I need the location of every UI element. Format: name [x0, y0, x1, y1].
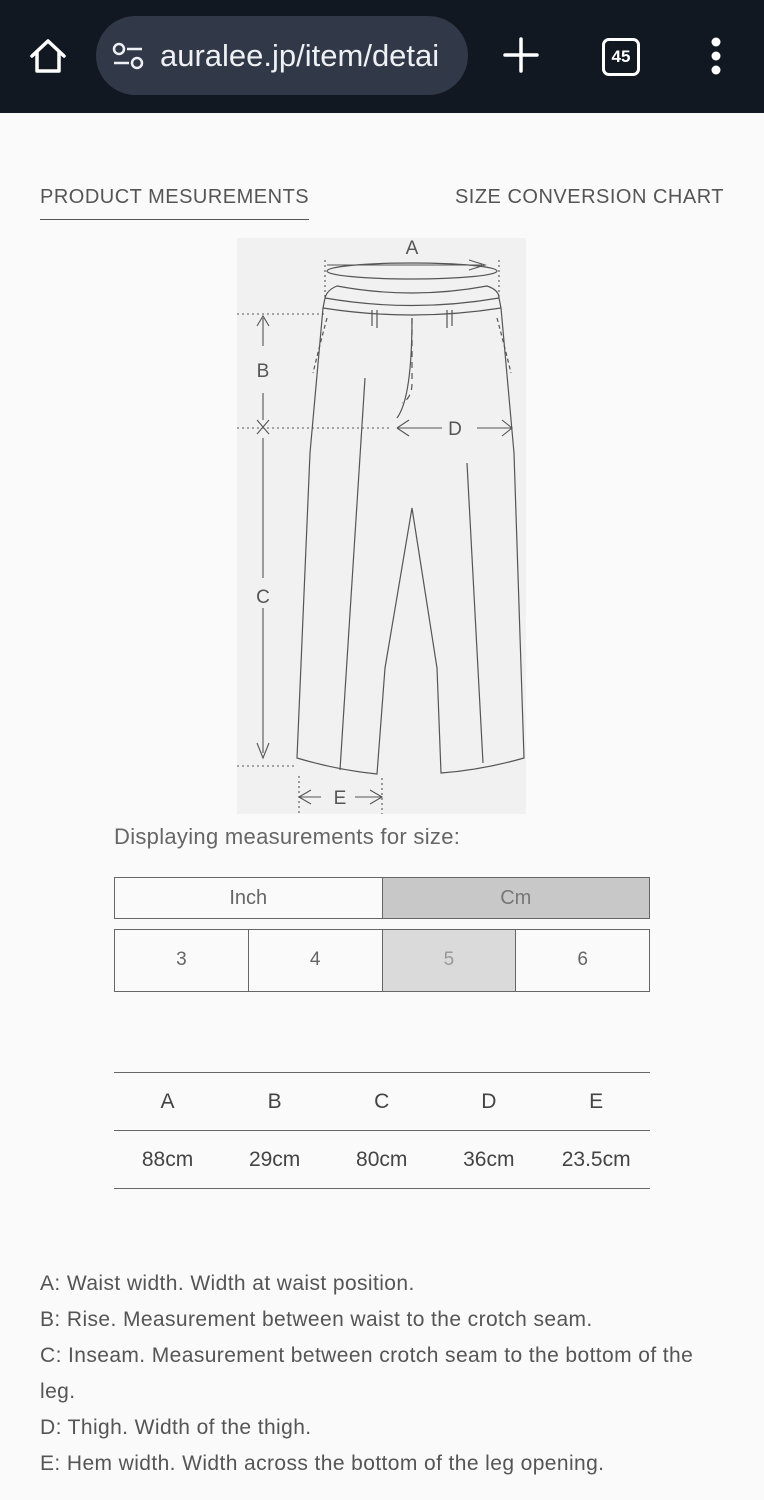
- diagram-label-b: B: [256, 361, 270, 382]
- measurement-table: [114, 1072, 650, 1189]
- url-text[interactable]: auralee.jp/item/detai: [160, 38, 440, 73]
- value-b: 29cm: [221, 1131, 328, 1189]
- diagram-label-c: C: [256, 587, 270, 608]
- tab-product-measurements[interactable]: PRODUCT MESUREMENTS: [40, 186, 309, 220]
- value-a: 88cm: [114, 1131, 221, 1189]
- tab-count-button[interactable]: 45: [602, 38, 640, 76]
- header-b: B: [221, 1073, 328, 1131]
- definition-d: D: Thigh. Width of the thigh.: [40, 1416, 312, 1439]
- measurement-tabs: [40, 186, 724, 226]
- measurement-header-row: [114, 1073, 650, 1131]
- size-selector-heading: Displaying measurements for size:: [114, 824, 461, 849]
- size-option-5[interactable]: 5: [382, 930, 516, 991]
- unit-toggle: [114, 877, 650, 919]
- measurement-definitions: [40, 1266, 730, 1482]
- value-c: 80cm: [328, 1131, 435, 1189]
- new-tab-icon[interactable]: [502, 36, 540, 74]
- definition-c: C: Inseam. Measurement between crotch seam to the bottom of the leg.: [40, 1344, 694, 1403]
- unit-inch-button[interactable]: Inch: [229, 887, 268, 909]
- header-c: C: [328, 1073, 435, 1131]
- tab-size-conversion-chart[interactable]: SIZE CONVERSION CHART: [454, 186, 724, 208]
- definition-b: B: Rise. Measurement between waist to the crotch seam.: [40, 1308, 593, 1331]
- definition-a: A: Waist width. Width at waist position.: [40, 1272, 415, 1295]
- size-option-4[interactable]: 4: [248, 930, 382, 991]
- definition-e: E: Hem width. Width across the bottom of the leg opening.: [40, 1452, 605, 1475]
- home-icon[interactable]: [28, 36, 68, 76]
- value-d: 36cm: [435, 1131, 542, 1189]
- diagram-label-d: D: [448, 419, 462, 440]
- diagram-label-a: A: [405, 238, 419, 259]
- unit-cm-button[interactable]: Cm: [382, 878, 650, 918]
- size-option-6[interactable]: 6: [515, 930, 649, 991]
- size-selector: [114, 929, 650, 992]
- value-e: 23.5cm: [542, 1131, 650, 1189]
- pants-measurement-diagram: [237, 238, 526, 814]
- diagram-label-e: E: [333, 788, 347, 809]
- more-options-icon[interactable]: [706, 36, 726, 76]
- browser-toolbar: [0, 0, 764, 113]
- header-d: D: [435, 1073, 542, 1131]
- header-a: A: [114, 1073, 221, 1131]
- address-bar[interactable]: [96, 16, 468, 95]
- header-e: E: [542, 1073, 650, 1131]
- size-option-3[interactable]: 3: [176, 949, 187, 970]
- site-settings-icon[interactable]: [112, 42, 144, 70]
- measurement-value-row: [114, 1131, 650, 1189]
